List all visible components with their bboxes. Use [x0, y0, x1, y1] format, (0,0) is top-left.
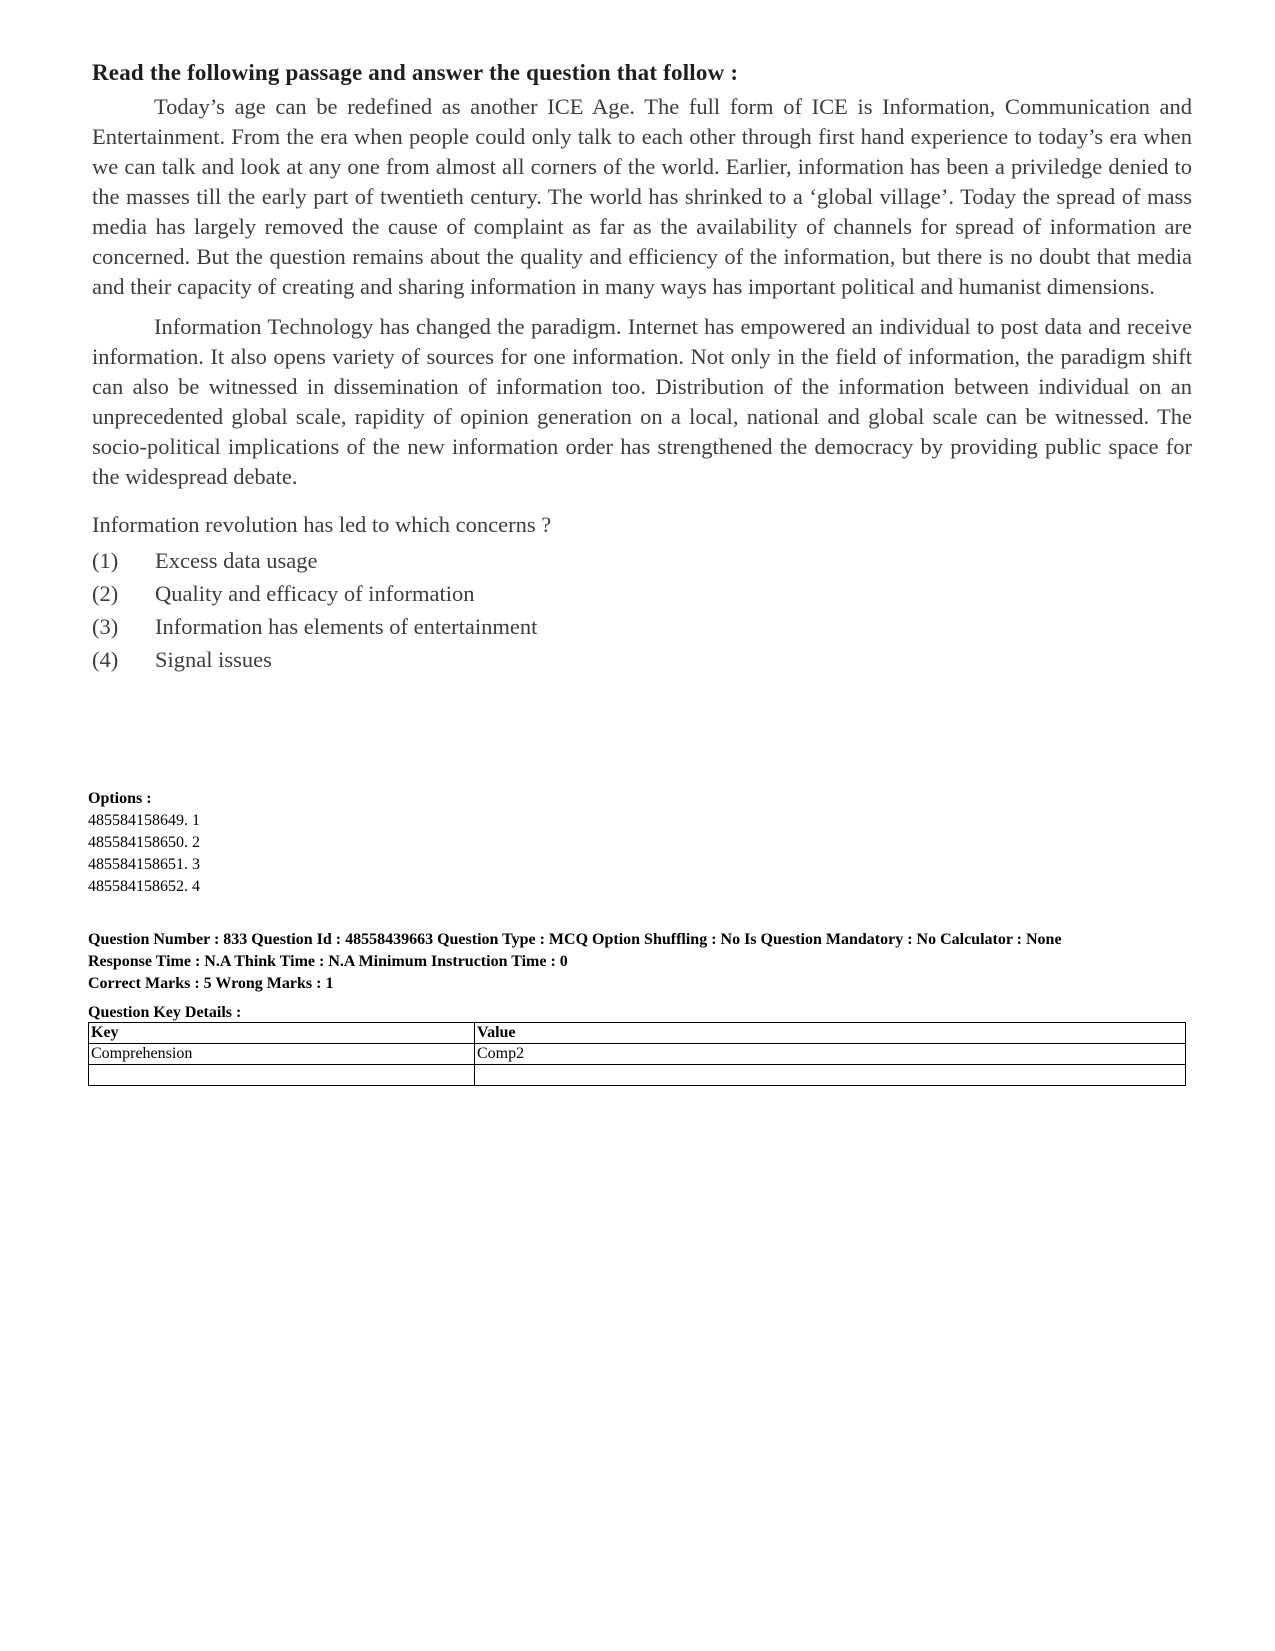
- option-item: 485584158652. 4: [88, 878, 200, 895]
- table-empty-row: [89, 1065, 1186, 1086]
- passage-choice-4: [92, 643, 1192, 676]
- choice-text: Information has elements of entertainment: [155, 614, 538, 639]
- question-info: [88, 929, 1198, 995]
- question-info-line-2: Response Time : N.A Think Time : N.A Minimum Instruction Time : 0: [88, 953, 568, 970]
- options-block: [88, 788, 200, 898]
- option-item: 485584158649. 1: [88, 812, 200, 829]
- column-header-key: Key: [89, 1023, 475, 1044]
- passage-choices: [92, 544, 1192, 676]
- passage-paragraph-2: Information Technology has changed the paradigm. Internet has empowered an individual to post data and receive information. It also opens variety of sources for one information. Not only in the field of information, the paradigm shift can also be witnessed in dissemination of information too. Distribution of the information between individual on an unprecedented global scale, rapidity of opinion generation on a local, national and global scale can be witnessed. The socio-political implications of the new information order has strengthened the democracy by providing public space for the widespread debate.: [92, 314, 1192, 489]
- table-cell-key: Comprehension: [89, 1044, 475, 1065]
- option-item: 485584158651. 3: [88, 856, 200, 873]
- key-details-table: [88, 1022, 1186, 1086]
- table-row: [89, 1044, 1186, 1065]
- question-key-details: [88, 1004, 1188, 1086]
- choice-number: (3): [92, 614, 119, 639]
- choice-number: (2): [92, 581, 119, 606]
- column-header-value: Value: [475, 1023, 1186, 1044]
- passage-choice-3: [92, 610, 1192, 643]
- option-item: 485584158650. 2: [88, 834, 200, 851]
- table-cell-empty: [475, 1065, 1186, 1086]
- passage-heading: Read the following passage and answer the question that follow :: [92, 60, 739, 85]
- question-info-line-1: Question Number : 833 Question Id : 48558439663 Question Type : MCQ Option Shuffling : No Is Question Mandatory : No Calculator : None: [88, 931, 1062, 948]
- choice-text: Excess data usage: [155, 548, 318, 573]
- choice-number: (4): [92, 647, 119, 672]
- passage-image: [92, 58, 1192, 676]
- passage-paragraph-1: Today’s age can be redefined as another ICE Age. The full form of ICE is Information, Communication and Entertainment. From the era when people could only talk to each other through first hand experience to today’s era when we can talk and look at any one from almost all corners of the world. Earlier, information has been a priviledge denied to the masses till the early part of twentieth century. The world has shrinked to a ‘global village’. Today the spread of mass media has largely removed the cause of complaint as far as the availability of channels for spread of information are concerned. But the question remains about the quality and efficiency of the information, but there is no doubt that media and their capacity of creating and sharing information in many ways has important political and humanist dimensions.: [92, 94, 1192, 299]
- key-details-title: Question Key Details :: [88, 1004, 242, 1021]
- choice-text: Signal issues: [155, 647, 272, 672]
- question-info-line-3: Correct Marks : 5 Wrong Marks : 1: [88, 975, 334, 992]
- table-header-row: [89, 1023, 1186, 1044]
- choice-number: (1): [92, 548, 119, 573]
- passage-question: Information revolution has led to which concerns ?: [92, 512, 552, 537]
- table-cell-empty: [89, 1065, 475, 1086]
- table-cell-value: Comp2: [475, 1044, 1186, 1065]
- passage-choice-2: [92, 577, 1192, 610]
- choice-text: Quality and efficacy of information: [155, 581, 475, 606]
- passage-choice-1: [92, 544, 1192, 577]
- options-label: Options :: [88, 790, 152, 807]
